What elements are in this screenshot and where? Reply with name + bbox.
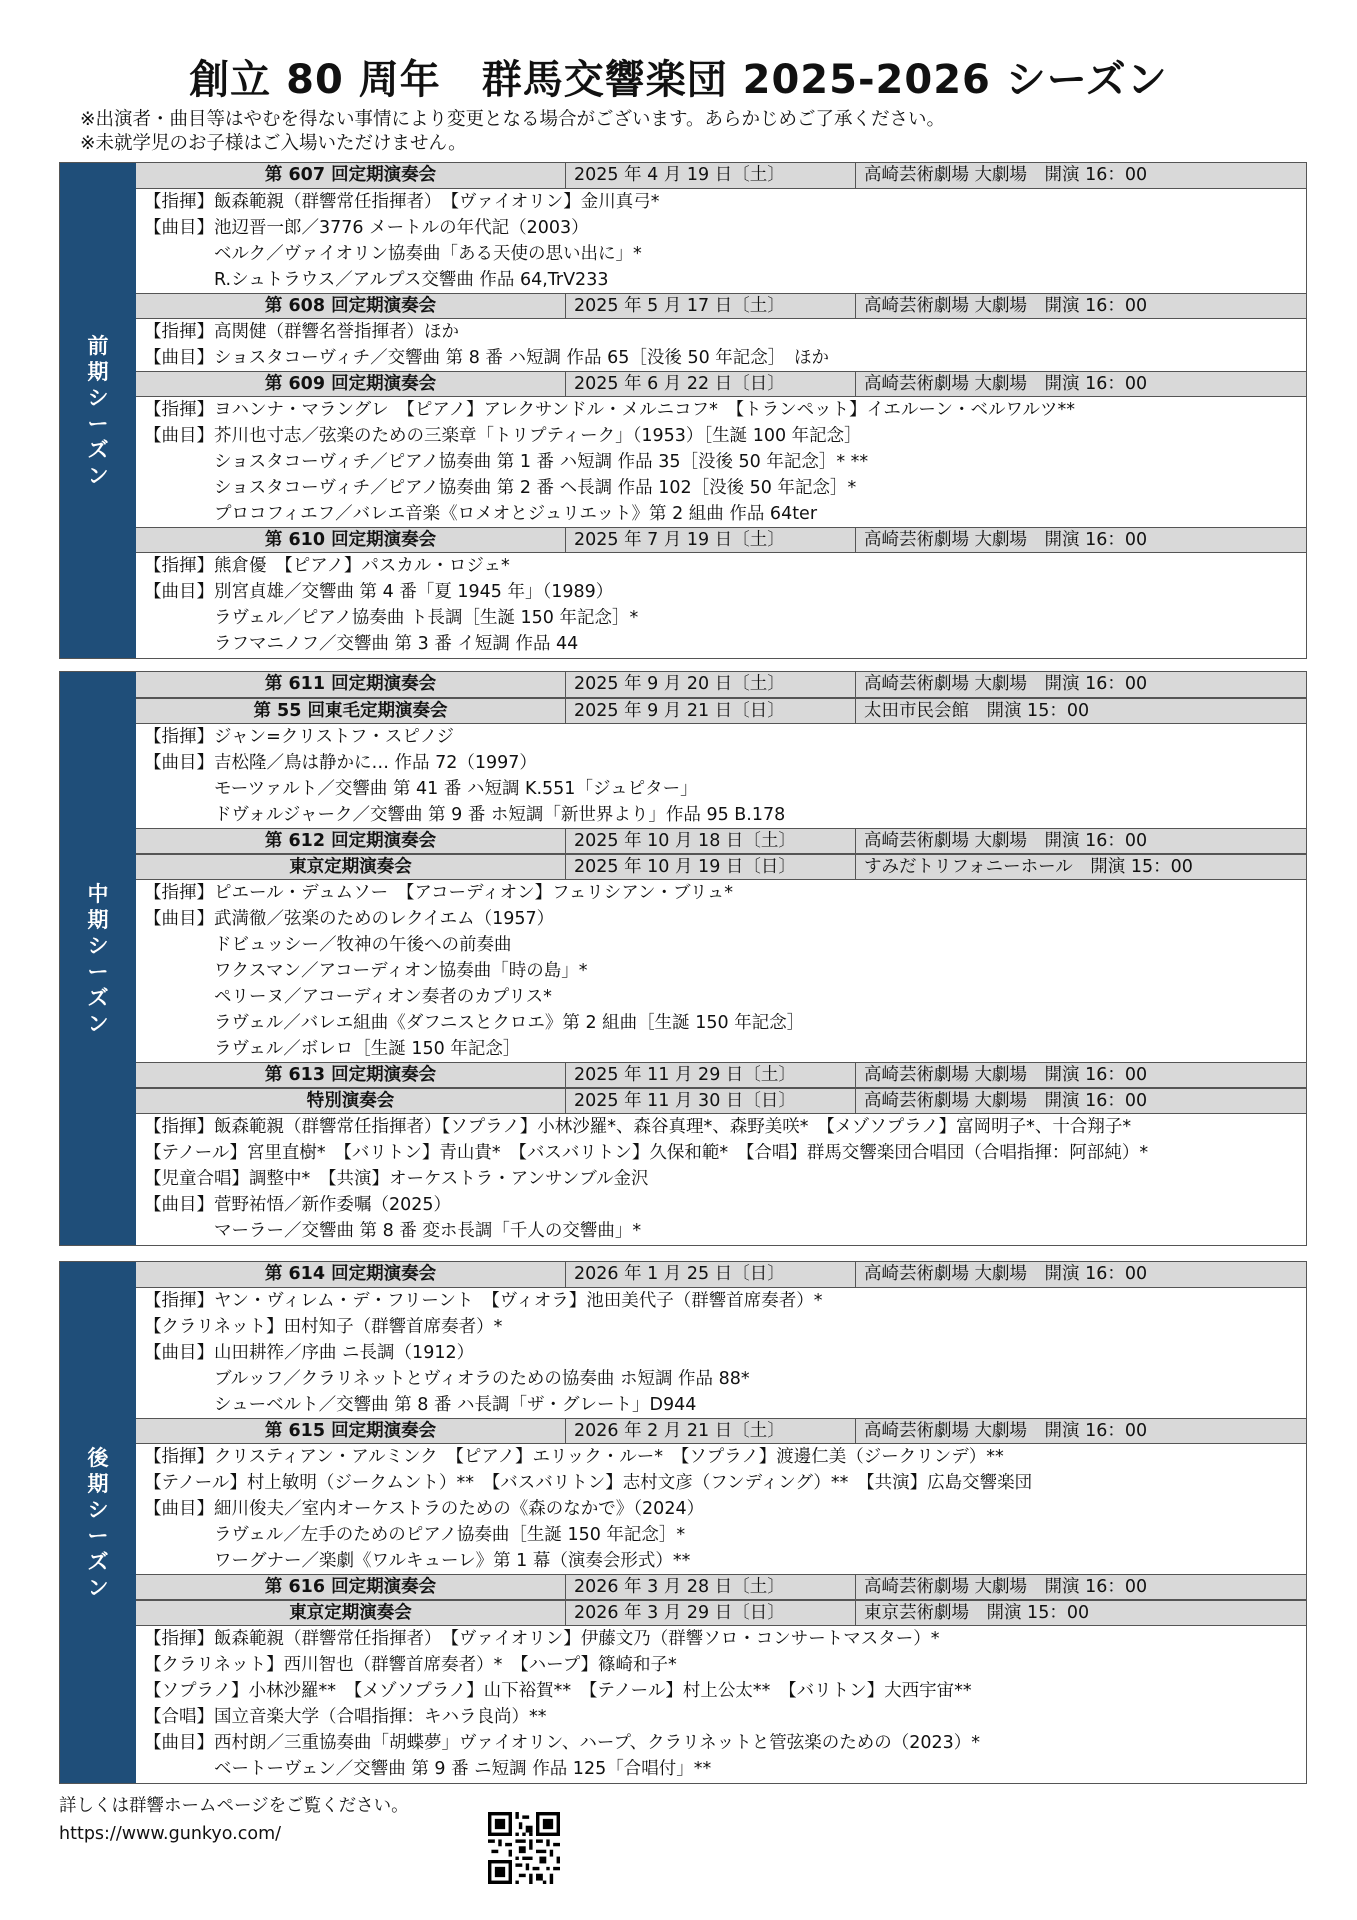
program-label: 【曲目】 bbox=[144, 1733, 214, 1753]
program-line bbox=[136, 750, 1306, 776]
program-line bbox=[136, 1444, 1306, 1470]
page-title: 創立 80 周年 群馬交響楽団 2025-2026 シーズン bbox=[189, 57, 1168, 103]
program-line bbox=[136, 631, 1306, 657]
program-text: 熊倉優 【ピアノ】パスカル・ロジェ* bbox=[214, 556, 510, 576]
concert-name: 第 608 回定期演奏会 bbox=[136, 294, 566, 318]
concert-date: 2026 年 1 月 25 日〔日〕 bbox=[566, 1262, 856, 1287]
concert-date: 2026 年 3 月 29 日〔日〕 bbox=[566, 1601, 856, 1625]
program-label: 【曲目】 bbox=[144, 218, 214, 238]
program-line bbox=[136, 1036, 1306, 1062]
program-text: ショスタコーヴィチ／交響曲 第 8 番 ハ短調 作品 65［没後 50 年記念］ ほか bbox=[214, 348, 830, 368]
program-line bbox=[136, 802, 1306, 828]
season-label-char: 前 bbox=[87, 333, 109, 358]
program-label: 【指揮】 bbox=[144, 322, 214, 342]
program-label: 【曲目】 bbox=[144, 1343, 214, 1363]
concert-header-row bbox=[136, 828, 1306, 854]
concert-header-row bbox=[136, 163, 1306, 189]
concert-name: 第 612 回定期演奏会 bbox=[136, 829, 566, 853]
concert-venue: 高崎芸術劇場 大劇場 開演 16：00 bbox=[864, 296, 1148, 316]
notice-line: ※未就学児のお子様はご入場いただけません。 bbox=[80, 133, 467, 154]
concert-date: 2025 年 10 月 19 日〔日〕 bbox=[566, 855, 856, 879]
program-line bbox=[136, 215, 1306, 241]
program-line bbox=[136, 579, 1306, 605]
program-line bbox=[136, 1140, 1306, 1166]
season-label bbox=[60, 333, 136, 489]
program-text: ラヴェル／左手のためのピアノ協奏曲［生誕 150 年記念］* bbox=[214, 1525, 686, 1545]
program-text: ショスタコーヴィチ／ピアノ協奏曲 第 1 番 ハ短調 作品 35［没後 50 年記念］* ** bbox=[214, 452, 869, 472]
program-line bbox=[136, 1522, 1306, 1548]
program-line bbox=[136, 1730, 1306, 1756]
season-label-char: 期 bbox=[87, 907, 109, 932]
concert-name: 第 609 回定期演奏会 bbox=[136, 372, 566, 396]
program-label: 【指揮】 bbox=[144, 1447, 214, 1467]
concert-date: 2025 年 9 月 20 日〔土〕 bbox=[566, 672, 856, 697]
program-text: ブルッフ／クラリネットとヴィオラのための協奏曲 ホ短調 作品 88* bbox=[214, 1369, 750, 1389]
notice-line: ※出演者・曲目等はやむを得ない事情により変更となる場合がございます。あらかじめご了承ください。 bbox=[80, 109, 946, 130]
concert-header-row bbox=[136, 1262, 1306, 1288]
program-text: 芥川也寸志／弦楽のための三楽章「トリプティーク」（1953）［生誕 100 年記念］ bbox=[214, 426, 862, 446]
program-line bbox=[136, 1192, 1306, 1218]
program-text: 山田耕筰／序曲 ニ長調（1912） bbox=[214, 1343, 475, 1363]
program-line bbox=[136, 1392, 1306, 1418]
concert-venue: 高崎芸術劇場 大劇場 開演 16：00 bbox=[864, 374, 1148, 394]
concert-date: 2025 年 10 月 18 日〔土〕 bbox=[566, 829, 856, 853]
program-label: 【指揮】 bbox=[144, 1629, 214, 1649]
program-text: 【テノール】宮里直樹* 【バリトン】青山貴* 【バスバリトン】久保和範* 【合唱】群馬交響楽団合唱団（合唱指揮：阿部純）* bbox=[144, 1143, 1149, 1163]
program-line bbox=[136, 1218, 1306, 1244]
concert-venue: 高崎芸術劇場 大劇場 開演 16：00 bbox=[864, 1577, 1148, 1597]
program-line bbox=[136, 1652, 1306, 1678]
website-link[interactable]: https://www.gunkyo.com/ bbox=[59, 1824, 282, 1844]
program-text: ラフマニノフ／交響曲 第 3 番 イ短調 作品 44 bbox=[214, 634, 579, 654]
program-text: 【テノール】村上敏明（ジークムント）** 【バスバリトン】志村文彦（フンディング）** 【共演】広島交響楽団 bbox=[144, 1473, 1033, 1493]
program-line bbox=[136, 1114, 1306, 1140]
season-content bbox=[136, 1262, 1306, 1783]
program-text: ラヴェル／ピアノ協奏曲 ト長調［生誕 150 年記念］* bbox=[214, 608, 639, 628]
program-text: 吉松隆／鳥は静かに… 作品 72（1997） bbox=[214, 753, 537, 773]
program-text: 菅野祐悟／新作委嘱（2025） bbox=[214, 1195, 452, 1215]
program-line bbox=[136, 724, 1306, 750]
season-label-char: ン bbox=[87, 1575, 109, 1600]
program-text: ラヴェル／ボレロ［生誕 150 年記念］ bbox=[214, 1039, 521, 1059]
season-label-char: シ bbox=[87, 1497, 109, 1522]
program-label: 【指揮】 bbox=[144, 556, 214, 576]
program-text: ワーグナー／楽劇《ワルキューレ》第 1 幕（演奏会形式）** bbox=[214, 1551, 691, 1571]
concert-name: 特別演奏会 bbox=[136, 1089, 566, 1113]
program-text: ドヴォルジャーク／交響曲 第 9 番 ホ短調「新世界より」作品 95 B.178 bbox=[214, 805, 786, 825]
concert-header-row bbox=[136, 1600, 1306, 1626]
program-text: 【児童合唱】調整中* 【共演】オーケストラ・アンサンブル金沢 bbox=[144, 1169, 649, 1189]
program-text: 細川俊夫／室内オーケストラのための《森のなかで》（2024） bbox=[214, 1499, 705, 1519]
concert-date: 2025 年 11 月 30 日〔日〕 bbox=[566, 1089, 856, 1113]
program-line bbox=[136, 880, 1306, 906]
program-line bbox=[136, 449, 1306, 475]
season-content bbox=[136, 672, 1306, 1245]
program-text: ペリーヌ／アコーディオン奏者のカプリス* bbox=[214, 987, 552, 1007]
concert-venue: すみだトリフォニーホール 開演 15：00 bbox=[864, 857, 1193, 877]
program-text: ベルク／ヴァイオリン協奏曲「ある天使の思い出に」* bbox=[214, 244, 642, 264]
program-text: 【クラリネット】田村知子（群響首席奏者）* bbox=[144, 1317, 503, 1337]
concert-venue: 高崎芸術劇場 大劇場 開演 16：00 bbox=[864, 1264, 1148, 1284]
program-text: プロコフィエフ／バレエ音楽《ロメオとジュリエット》第 2 組曲 作品 64ter bbox=[214, 504, 818, 524]
program-line bbox=[136, 267, 1306, 293]
season-sidebar bbox=[60, 163, 136, 658]
program-line bbox=[136, 345, 1306, 371]
program-text: ワクスマン／アコーディオン協奏曲「時の島」* bbox=[214, 961, 588, 981]
concert-venue: 東京芸術劇場 開演 15：00 bbox=[864, 1603, 1090, 1623]
concert-header-row bbox=[136, 1062, 1306, 1088]
program-text: 高関健（群響名誉指揮者）ほか bbox=[214, 322, 459, 342]
program-line bbox=[136, 605, 1306, 631]
program-text: 武満徹／弦楽のためのレクイエム（1957） bbox=[214, 909, 555, 929]
season-sidebar bbox=[60, 1262, 136, 1783]
program-label: 【曲目】 bbox=[144, 909, 214, 929]
concert-header-row bbox=[136, 527, 1306, 553]
concert-name: 東京定期演奏会 bbox=[136, 1601, 566, 1625]
program-line bbox=[136, 189, 1306, 215]
program-text: ドビュッシー／牧神の午後への前奏曲 bbox=[214, 935, 512, 955]
program-label: 【指揮】 bbox=[144, 727, 214, 747]
program-line bbox=[136, 1678, 1306, 1704]
program-line bbox=[136, 1010, 1306, 1036]
concert-header-row bbox=[136, 1418, 1306, 1444]
concert-date: 2026 年 3 月 28 日〔土〕 bbox=[566, 1575, 856, 1599]
program-line bbox=[136, 1756, 1306, 1782]
season-label-char: ー bbox=[87, 959, 109, 984]
program-text: 【クラリネット】西川智也（群響首席奏者）* 【ハープ】篠崎和子* bbox=[144, 1655, 677, 1675]
program-text: クリスティアン・アルミンク 【ピアノ】エリック・ルー* 【ソプラノ】渡邊仁美（ジークリンデ）** bbox=[214, 1447, 1004, 1467]
concert-header-row bbox=[136, 672, 1306, 698]
program-line bbox=[136, 423, 1306, 449]
program-line bbox=[136, 932, 1306, 958]
program-label: 【曲目】 bbox=[144, 753, 214, 773]
program-text: ジャン=クリストフ・スピノジ bbox=[214, 727, 455, 747]
season-section bbox=[59, 162, 1307, 659]
concert-venue: 高崎芸術劇場 大劇場 開演 16：00 bbox=[864, 1065, 1148, 1085]
season-label bbox=[60, 1445, 136, 1601]
concert-header-row bbox=[136, 698, 1306, 724]
program-line bbox=[136, 475, 1306, 501]
program-label: 【曲目】 bbox=[144, 1195, 214, 1215]
program-text: 西村朗／三重協奏曲「胡蝶夢」ヴァイオリン、ハープ、クラリネットと管弦楽のための（2023）* bbox=[214, 1733, 981, 1753]
season-label-char: ン bbox=[87, 463, 109, 488]
program-line bbox=[136, 1340, 1306, 1366]
program-line bbox=[136, 501, 1306, 527]
concert-header-row bbox=[136, 293, 1306, 319]
program-text: ラヴェル／バレエ組曲《ダフニスとクロエ》第 2 組曲［生誕 150 年記念］ bbox=[214, 1013, 805, 1033]
season-label-char: ー bbox=[87, 1523, 109, 1548]
program-line bbox=[136, 1548, 1306, 1574]
concert-name: 第 611 回定期演奏会 bbox=[136, 672, 566, 697]
program-text: ショスタコーヴィチ／ピアノ協奏曲 第 2 番 ヘ長調 作品 102［没後 50 年記念］* bbox=[214, 478, 857, 498]
program-label: 【指揮】 bbox=[144, 1117, 214, 1137]
program-label: 【指揮】 bbox=[144, 192, 214, 212]
program-line bbox=[136, 906, 1306, 932]
season-label-char: 中 bbox=[87, 881, 109, 906]
program-line bbox=[136, 1704, 1306, 1730]
concert-date: 2025 年 4 月 19 日〔土〕 bbox=[566, 163, 856, 188]
concert-header-row bbox=[136, 1088, 1306, 1114]
season-sidebar bbox=[60, 672, 136, 1245]
season-label-char: シ bbox=[87, 385, 109, 410]
program-line bbox=[136, 1626, 1306, 1652]
concert-name: 第 613 回定期演奏会 bbox=[136, 1063, 566, 1087]
program-line bbox=[136, 1366, 1306, 1392]
qr-code-icon[interactable] bbox=[488, 1812, 560, 1884]
program-label: 【指揮】 bbox=[144, 1291, 214, 1311]
concert-date: 2025 年 7 月 19 日〔土〕 bbox=[566, 528, 856, 552]
program-text: ヤン・ヴィレム・デ・フリーント 【ヴィオラ】池田美代子（群響首席奏者）* bbox=[214, 1291, 823, 1311]
concert-venue: 高崎芸術劇場 大劇場 開演 16：00 bbox=[864, 530, 1148, 550]
concert-date: 2025 年 11 月 29 日〔土〕 bbox=[566, 1063, 856, 1087]
program-text: マーラー／交響曲 第 8 番 変ホ長調「千人の交響曲」* bbox=[214, 1221, 642, 1241]
program-text: R.シュトラウス／アルプス交響曲 作品 64,TrV233 bbox=[214, 270, 609, 290]
program-line bbox=[136, 553, 1306, 579]
program-text: ピエール・デュムソー 【アコーディオン】フェリシアン・ブリュ* bbox=[214, 883, 734, 903]
concert-venue: 高崎芸術劇場 大劇場 開演 16：00 bbox=[864, 831, 1148, 851]
concert-name: 第 610 回定期演奏会 bbox=[136, 528, 566, 552]
program-text: ベートーヴェン／交響曲 第 9 番 ニ短調 作品 125「合唱付」** bbox=[214, 1759, 712, 1779]
concert-venue: 高崎芸術劇場 大劇場 開演 16：00 bbox=[864, 165, 1148, 185]
concert-name: 第 607 回定期演奏会 bbox=[136, 163, 566, 188]
program-label: 【曲目】 bbox=[144, 582, 214, 602]
program-text: 別宮貞雄／交響曲 第 4 番「夏 1945 年」（1989） bbox=[214, 582, 614, 602]
program-text: 飯森範親（群響常任指揮者） 【ヴァイオリン】金川真弓* bbox=[214, 192, 660, 212]
concert-name: 第 616 回定期演奏会 bbox=[136, 1575, 566, 1599]
concert-header-row bbox=[136, 371, 1306, 397]
program-text: 【合唱】国立音楽大学（合唱指揮：キハラ良尚）** bbox=[144, 1707, 547, 1727]
program-line bbox=[136, 1288, 1306, 1314]
season-label-char: 後 bbox=[87, 1445, 109, 1470]
concert-name: 第 614 回定期演奏会 bbox=[136, 1262, 566, 1287]
program-line bbox=[136, 319, 1306, 345]
season-label-char: 期 bbox=[87, 1471, 109, 1496]
season-section bbox=[59, 671, 1307, 1246]
program-line bbox=[136, 1314, 1306, 1340]
program-text: 飯森範親（群響常任指揮者） 【ヴァイオリン】伊藤文乃（群響ソロ・コンサートマスター）* bbox=[214, 1629, 940, 1649]
program-label: 【指揮】 bbox=[144, 883, 214, 903]
concert-venue: 高崎芸術劇場 大劇場 開演 16：00 bbox=[864, 674, 1148, 694]
program-line bbox=[136, 1166, 1306, 1192]
program-line bbox=[136, 397, 1306, 423]
program-label: 【指揮】 bbox=[144, 400, 214, 420]
program-line bbox=[136, 958, 1306, 984]
concert-name: 東京定期演奏会 bbox=[136, 855, 566, 879]
program-text: 飯森範親（群響常任指揮者）【ソプラノ】小林沙羅*、森谷真理*、森野美咲* 【メゾソプラノ】富岡明子*、十合翔子* bbox=[214, 1117, 1132, 1137]
concert-venue: 高崎芸術劇場 大劇場 開演 16：00 bbox=[864, 1421, 1148, 1441]
season-label bbox=[60, 881, 136, 1037]
program-label: 【曲目】 bbox=[144, 1499, 214, 1519]
concert-date: 2025 年 6 月 22 日〔日〕 bbox=[566, 372, 856, 396]
program-line bbox=[136, 776, 1306, 802]
season-label-char: ズ bbox=[87, 1549, 109, 1574]
season-content bbox=[136, 163, 1306, 658]
program-text: ヨハンナ・マラングレ 【ピアノ】アレクサンドル・メルニコフ* 【トランペット】イエルーン・ベルワルツ** bbox=[214, 400, 1075, 420]
concert-venue: 高崎芸術劇場 大劇場 開演 16：00 bbox=[864, 1091, 1148, 1111]
program-text: 【ソプラノ】小林沙羅** 【メゾソプラノ】山下裕賀** 【テノール】村上公太** 【バリトン】大西宇宙** bbox=[144, 1681, 972, 1701]
program-text: 池辺晋一郎／3776 メートルの年代記（2003） bbox=[214, 218, 589, 238]
program-line bbox=[136, 241, 1306, 267]
concert-venue: 太田市民会館 開演 15：00 bbox=[864, 701, 1090, 721]
program-line bbox=[136, 1470, 1306, 1496]
concert-header-row bbox=[136, 854, 1306, 880]
program-label: 【曲目】 bbox=[144, 348, 214, 368]
program-text: モーツァルト／交響曲 第 41 番 ハ短調 K.551「ジュピター」 bbox=[214, 779, 698, 799]
program-line bbox=[136, 1496, 1306, 1522]
season-label-char: ン bbox=[87, 1011, 109, 1036]
program-label: 【曲目】 bbox=[144, 426, 214, 446]
concert-date: 2025 年 9 月 21 日〔日〕 bbox=[566, 699, 856, 723]
concert-date: 2026 年 2 月 21 日〔土〕 bbox=[566, 1419, 856, 1443]
season-label-char: シ bbox=[87, 933, 109, 958]
season-label-char: 期 bbox=[87, 359, 109, 384]
concert-date: 2025 年 5 月 17 日〔土〕 bbox=[566, 294, 856, 318]
season-label-char: ズ bbox=[87, 437, 109, 462]
season-label-char: ー bbox=[87, 411, 109, 436]
concert-name: 第 55 回東毛定期演奏会 bbox=[136, 699, 566, 723]
program-text: シューベルト／交響曲 第 8 番 ハ長調「ザ・グレート」D944 bbox=[214, 1395, 697, 1415]
season-section bbox=[59, 1261, 1307, 1784]
season-label-char: ズ bbox=[87, 985, 109, 1010]
program-line bbox=[136, 984, 1306, 1010]
concert-header-row bbox=[136, 1574, 1306, 1600]
footer-text: 詳しくは群響ホームページをご覧ください。 bbox=[59, 1796, 409, 1816]
concert-name: 第 615 回定期演奏会 bbox=[136, 1419, 566, 1443]
